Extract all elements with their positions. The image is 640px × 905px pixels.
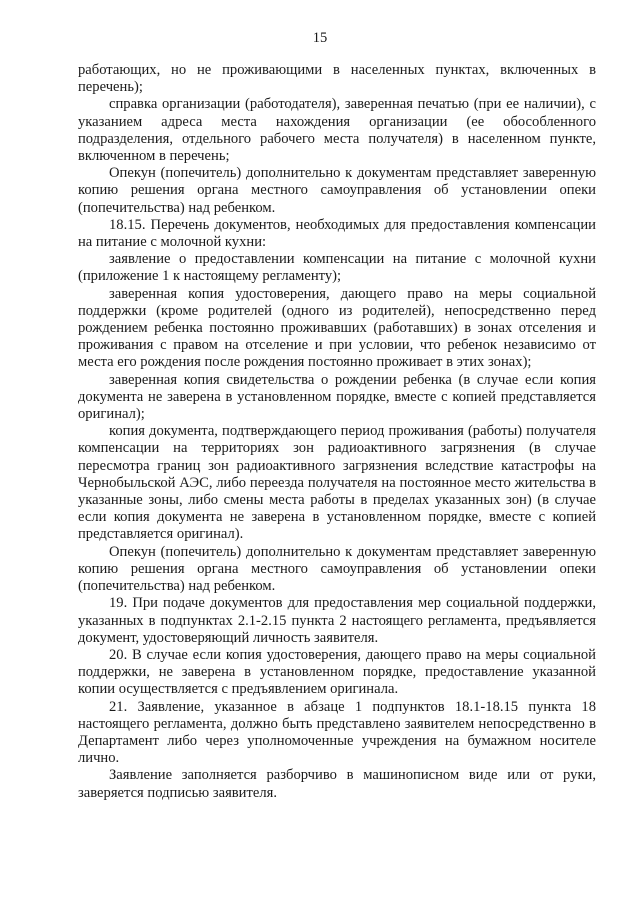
- paragraph: 19. При подаче документов для предоставления мер социальной поддержки, указанных в подпунктах 2.1-2.15 пункта 2 настоящего регламента, предъявляется документ, удостоверяющий личность заявителя.: [78, 595, 596, 646]
- document-body: [78, 62, 596, 802]
- paragraph: 20. В случае если копия удостоверения, дающего право на меры социальной поддержки, не заверена в установленном порядке, предоставление указанной копии осуществляется с предъявлением оригинала.: [78, 646, 596, 698]
- paragraph: 21. Заявление, указанное в абзаце 1 подпунктов 18.1-18.15 пункта 18 настоящего регламента, должно быть представлено заявителем непосредственно в Департамент либо через уполномоченные учреждения на бумажном носителе лично.: [78, 698, 596, 767]
- paragraph: копия документа, подтверждающего период проживания (работы) получателя компенсации на территориях зон радиоактивного загрязнения (в случае пересмотра границ зон радиоактивного загрязнения вследствие катастрофы на Чернобыльской АЭС, либо переезда получателя на постоянное место жительства в указанные зоны, либо смены места работы в пределах указанных зон) (в случае если копия документа не заверена в установленном порядке, вместе с копией представляется оригинал).: [78, 423, 596, 543]
- paragraph: заявление о предоставлении компенсации на питание с молочной кухни (приложение 1 к настоящему регламенту);: [78, 251, 596, 285]
- paragraph: Опекун (попечитель) дополнительно к документам представляет заверенную копию решения органа местного самоуправления об установлении опеки (попечительства) над ребенком.: [78, 543, 596, 595]
- paragraph: справка организации (работодателя), заверенная печатью (при ее наличии), с указанием адреса места нахождения организации (ее обособленного подразделения, отдельного рабочего места получателя) в населенном пункте, включенном в перечень;: [78, 96, 596, 165]
- page-number: 15: [312, 30, 328, 46]
- paragraph: заверенная копия свидетельства о рождении ребенка (в случае если копия документа не заверена в установленном порядке, вместе с копией представляется оригинал);: [78, 371, 596, 423]
- paragraph: работающих, но не проживающими в населенных пунктах, включенных в перечень);: [78, 62, 596, 96]
- paragraph: заверенная копия удостоверения, дающего право на меры социальной поддержки (кроме родителей (одного из родителей), непосредственно перед рождением ребенка постоянно проживавших (работавших) в зонах отселения и проживания с правом на отселение и при условии, что ребенок независимо от места его рождения после рождения постоянно проживает в этих зонах);: [78, 285, 596, 371]
- paragraph: Опекун (попечитель) дополнительно к документам представляет заверенную копию решения органа местного самоуправления об установлении опеки (попечительства) над ребенком.: [78, 165, 596, 216]
- paragraph: Заявление заполняется разборчиво в машинописном виде или от руки, заверяется подписью заявителя.: [78, 767, 596, 801]
- paragraph: 18.15. Перечень документов, необходимых для предоставления компенсации на питание с молочной кухни:: [78, 216, 596, 251]
